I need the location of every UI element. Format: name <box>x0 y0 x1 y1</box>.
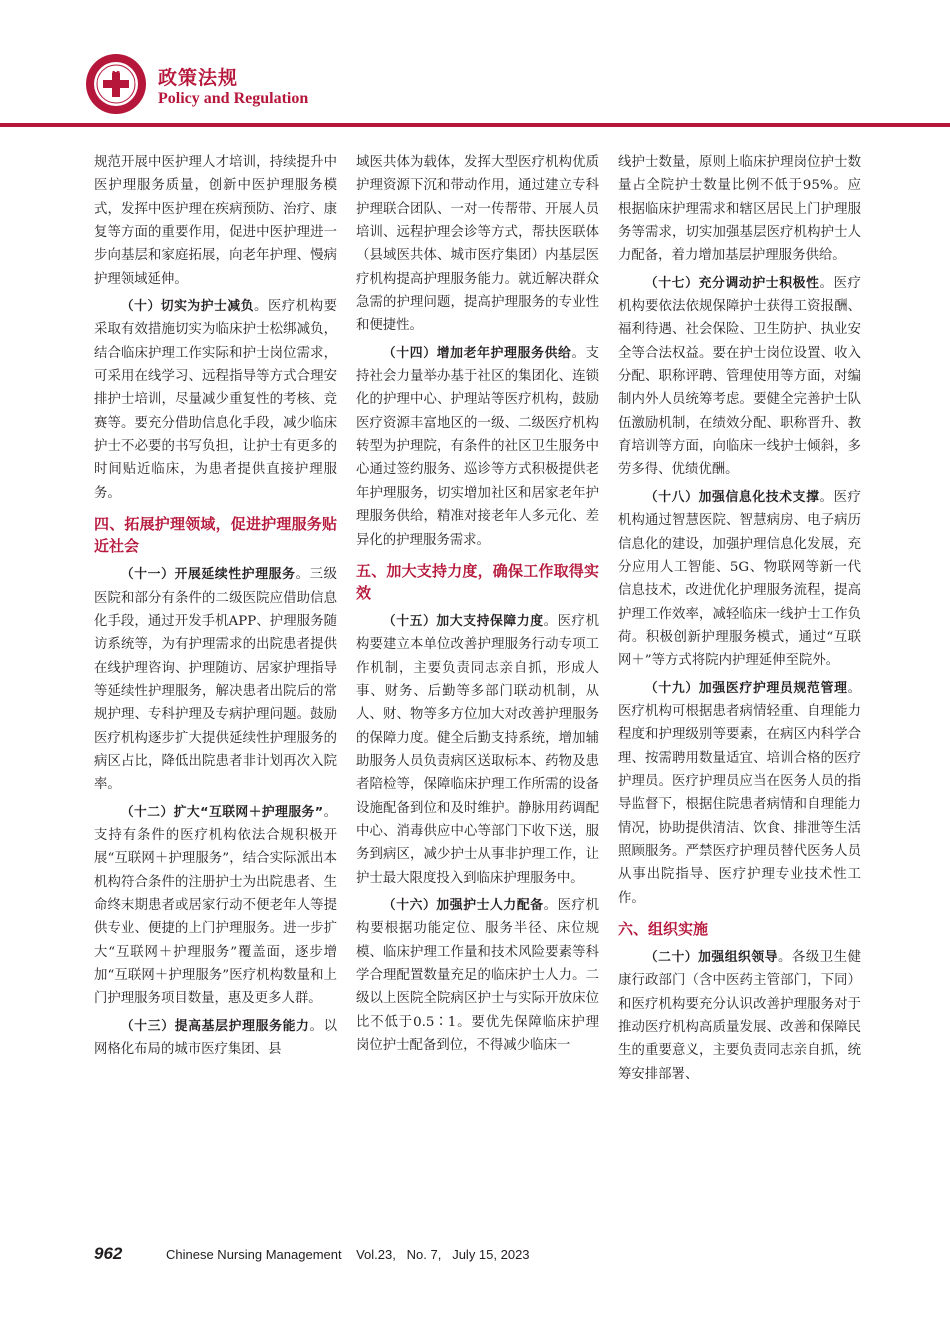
item-body: 。三级医院和部分有条件的二级医院应借助信息化手段，通过开发手机APP、护理服务随访系统等，为有护理需求的出院患者提供在线护理咨询、护理随访、居家护理指导等延续性护理服务，解决患者出院后的常规护理、专科护理及专病护理问题。鼓励医疗机构逐步扩大提供延续性护理服务的病区占比，降低出院患者非计划再次入院率。 <box>94 567 338 793</box>
text-column-1 <box>94 151 337 1065</box>
section-heading: 四、拓展护理领域，促进护理服务贴近社会 <box>94 515 337 556</box>
paragraph <box>618 486 861 673</box>
page-footer <box>94 1244 530 1264</box>
journal-volume: Vol.23, <box>356 1247 396 1262</box>
paragraph <box>94 801 337 1011</box>
item-title: （十九）加强医疗护理员规范管理 <box>644 680 848 696</box>
text-column-3 <box>618 151 861 1090</box>
section-heading: 六、组织实施 <box>618 920 709 938</box>
paragraph <box>356 342 599 552</box>
item-title: （十二）扩大“互联网＋护理服务” <box>120 804 324 820</box>
section-heading: 五、加大支持力度，确保工作取得实效 <box>356 561 599 602</box>
journal-date: July 15, 2023 <box>452 1247 530 1262</box>
journal-issue: No. 7, <box>406 1247 442 1262</box>
item-body: 。医疗机构可根据患者病情轻重、自理能力程度和护理级别等要素，在病区内科学合理、按需聘用数量适宜、培训合格的医疗护理员。医疗护理员应当在医务人员的指导监督下，根据住院患者病情和自理能力情况，协助提供清洁、饮食、排泄等生活照顾服务。严禁医疗护理员替代医务人员从事出院指导、医疗护理专业技术性工作。 <box>618 680 861 906</box>
paragraph <box>618 272 861 482</box>
item-title: （十三）提高基层护理服务能力 <box>120 1018 310 1034</box>
item-title: （十）切实为护士减负 <box>120 299 255 315</box>
paragraph: 规范开展中医护理人才培训，持续提升中医护理服务质量，创新中医护理服务模式，发挥中医护理在疾病预防、治疗、康复等方面的重要作用，促进中医护理进一步向基层和家庭拓展，向老年护理、慢病护理领域延伸。 <box>94 155 337 287</box>
nursing-association-emblem-icon <box>85 53 147 115</box>
item-body: 。医疗机构要依法依规保障护士获得工资报酬、福利待遇、社会保险、卫生防护、执业安全等合法权益。要在护士岗位设置、收入分配、职称评聘、管理使用等方面，对编制内外人员统筹考虑。要健全完善护士队伍激励机制，在绩效分配、职称晋升、教育培训等方面，向临床一线护士倾斜，多劳多得、优绩优酬。 <box>618 275 862 478</box>
text-column-2 <box>356 151 599 1061</box>
paragraph <box>94 295 337 505</box>
item-body: 。医疗机构要采取有效措施切实为临床护士松绑减负，结合临床护理工作实际和护士岗位需求，可采用在线学习、远程指导等方式合理安排护士培训，尽量减少重复性的考核、竞赛等。要充分借助信息化手段，减少临床护士不必要的书写负担，让护士有更多的时间贴近临床，为患者提供直接护理服务。 <box>94 299 338 501</box>
item-body: 。各级卫生健康行政部门（含中医药主管部门，下同）和医疗机构要充分认识改善护理服务对于推动医疗机构高质量发展、改善和保障民生的重要意义，主要负责同志亲自抓，统筹安排部署、 <box>618 950 862 1082</box>
paragraph: 线护士数量，原则上临床护理岗位护士数量占全院护士数量比例不低于95%。应根据临床护理需求和辖区居民上门护理服务等需求，切实加强基层医疗机构护士人力配备，着力增加基层护理服务供给。 <box>618 155 861 264</box>
item-title: （十六）加强护士人力配备 <box>382 897 544 913</box>
item-title: （十四）增加老年护理服务供给 <box>382 345 572 361</box>
paragraph <box>94 563 337 796</box>
paragraph <box>356 894 599 1057</box>
item-body: 。医疗机构要建立本单位改善护理服务行动专项工作机制，主要负责同志亲自抓，形成人事、财务、后勤等多部门联动机制，从人、财、物等多方位加大对改善护理服务的保障力度。健全后勤支持系统，增加辅助服务人员负责病区送取标本、药物及患者陪检等，保障临床护理工作所需的设备设施配备到位和及时维护。静脉用药调配中心、消毒供应中心等部门下收下送，服务到病区，减少护士从事非护理工作，让护士最大限度投入到临床护理服务中。 <box>356 613 600 886</box>
item-body: 。支持有条件的医疗机构依法合规积极开展“互联网＋护理服务”，结合实际派出本机构符合条件的注册护士为出院患者、生命终末期患者或居家行动不便老年人等提供专业、便捷的上门护理服务。进一步扩大“互联网＋护理服务”覆盖面，逐步增加“互联网＋护理服务”医疗机构数量和上门护理服务项目数量，惠及更多人群。 <box>94 804 338 1007</box>
header-rule <box>0 123 950 127</box>
page-number: 962 <box>94 1244 123 1263</box>
item-title: （十八）加强信息化技术支撑 <box>644 489 820 505</box>
item-body: 。支持社会力量举办基于社区的集团化、连锁化的护理中心、护理站等医疗机构，鼓励医疗资源丰富地区的一级、二级医疗机构转型为护理院，有条件的社区卫生服务中心通过签约服务、巡诊等方式积极提供老年护理服务，切实增加社区和居家老年护理服务供给，精准对接老年人多元化、差异化的护理服务需求。 <box>356 345 600 548</box>
item-title: （十五）加大支持保障力度 <box>382 613 544 629</box>
journal-name: Chinese Nursing Management <box>166 1247 342 1262</box>
paragraph <box>94 1015 337 1062</box>
item-body: 。以网格化布局的城市医疗集团、县 <box>94 1018 338 1058</box>
item-body: 。医疗机构要根据功能定位、服务半径、床位规模、临床护理工作量和技术风险要素等科学合理配置数量充足的临床护士人力。二级以上医院全院病区护士与实际开放床位比不低于0.5∶1。要优先保障临床护理岗位护士配备到位，不得减少临床一 <box>356 897 600 1054</box>
item-body: 。医疗机构通过智慧医院、智慧病房、电子病历信息化的建设，加强护理信息化发展，充分应用人工智能、5G、物联网等新一代信息技术，改进优化护理服务流程，提高护理工作效率，减轻临床一线护士工作负荷。积极创新护理服务模式，通过“互联网＋”等方式将院内护理延伸至院外。 <box>618 489 862 669</box>
item-title: （十一）开展延续性护理服务 <box>120 567 296 583</box>
paragraph <box>618 946 861 1086</box>
item-title: （二十）加强组织领导 <box>644 950 779 965</box>
section-title-cn: 政策法规 <box>158 67 239 89</box>
paragraph <box>618 677 861 910</box>
section-title-en: Policy and Regulation <box>158 90 309 107</box>
item-title: （十七）充分调动护士积极性 <box>644 275 820 291</box>
paragraph <box>356 610 599 890</box>
paragraph: 域医共体为载体，发挥大型医疗机构优质护理资源下沉和带动作用，通过建立专科护理联合团队、一对一传帮带、开展人员培训、远程护理会诊等方式，帮扶医联体（县域医共体、城市医疗集团）内基层医疗机构提高护理服务能力。就近解决群众急需的护理问题，提高护理服务的专业性和便捷性。 <box>356 155 599 334</box>
